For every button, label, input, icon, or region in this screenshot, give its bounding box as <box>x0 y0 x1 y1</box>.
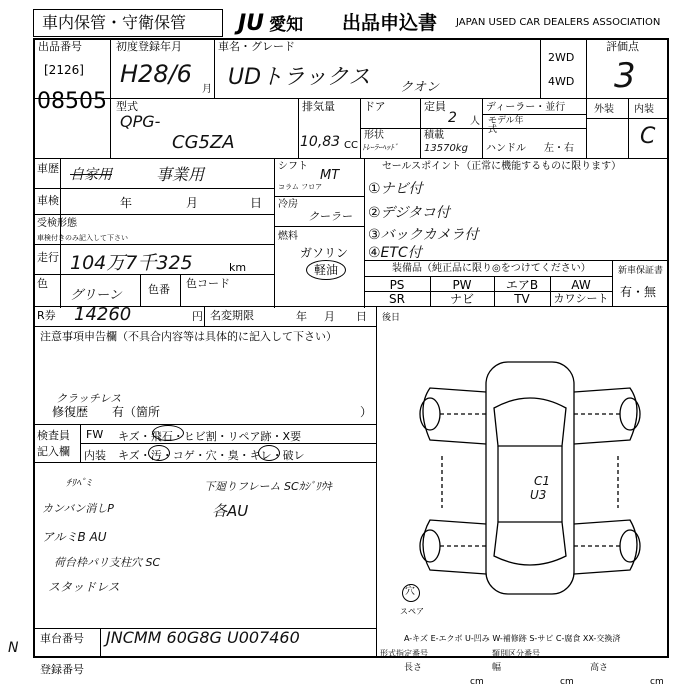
displacement-unit: CC <box>344 140 358 151</box>
recycle-label: R券 <box>37 309 56 322</box>
remarks-label: 注意事項申告欄（不具合内容等は具体的に記入して下さい） <box>40 330 337 343</box>
shaken-year: 年 <box>120 196 133 210</box>
remark-handwritten: クラッチレス <box>56 392 122 405</box>
score-label: 評価点 <box>606 40 639 53</box>
form-title: 出品申込書 <box>342 12 438 34</box>
fuel-label: 燃料 <box>278 231 298 242</box>
diagram-mark-2: U3 <box>530 488 547 502</box>
recycle-yen: 円 <box>192 310 203 323</box>
mileage-label: 走行 <box>37 251 59 264</box>
equip-pw[interactable]: PW <box>452 278 472 292</box>
shape-value: ﾄﾚｰﾗｰﾍｯﾄﾞ <box>362 143 398 152</box>
fw-items[interactable]: キズ・飛石・ヒビ割・リペア跡・X要 <box>118 430 302 443</box>
model-value: UDトラックス <box>228 65 371 90</box>
first-reg-label: 初度登録年月 <box>116 40 182 53</box>
lot-label: 出品番号 <box>38 40 82 53</box>
recycle-value: 14260 <box>74 304 132 325</box>
selling-point-4: ④ETC付 <box>368 245 422 261</box>
interior-insp-label: 内装 <box>84 449 106 462</box>
color-code-label: 色コード <box>186 277 230 290</box>
width-label: 幅 <box>492 663 502 673</box>
height-label: 高さ <box>590 663 609 673</box>
notes-label: 記入欄 <box>37 445 70 458</box>
equip-tv[interactable]: TV <box>514 292 530 306</box>
logo-mark: JU <box>238 11 265 36</box>
equipment-title: 装備品（純正品に限り◎をつけてください） <box>392 263 591 274</box>
inherit-label: 受検形態 <box>37 218 77 229</box>
shift-value: MT <box>320 168 340 183</box>
name-change-month: 月 <box>324 310 335 323</box>
color-label: 色 <box>37 277 48 290</box>
month-suffix: 月 <box>202 84 212 95</box>
shift-detail: コラム フロア <box>278 183 323 191</box>
logo <box>238 10 303 36</box>
repair-label: 修復歴 <box>52 405 89 419</box>
capacity-label: 定員 <box>424 100 446 113</box>
handle-label: ハンドル <box>486 143 526 154</box>
history-label: 車歴 <box>37 162 59 175</box>
grade-value: クオン <box>400 80 440 95</box>
margin-mark: N <box>8 640 19 656</box>
door-label: ドア <box>364 100 386 113</box>
shaken-label: 車検 <box>37 194 59 207</box>
shaken-day: 日 <box>250 196 263 210</box>
spare-mark: 穴 <box>405 586 415 597</box>
note-2: 下廻りフレーム SCｶｼﾞﾘｳｷ <box>204 480 332 493</box>
note-7: スタッドレス <box>48 580 120 594</box>
diagram-mark-1: C1 <box>534 474 551 488</box>
interior-value: C <box>640 124 656 149</box>
shift-label: シフト <box>278 161 308 172</box>
note-4: 各AU <box>212 502 249 520</box>
color-value: グリーン <box>70 288 122 303</box>
first-reg-value: H28/6 <box>120 60 192 88</box>
cooler-label: 冷房 <box>278 199 298 210</box>
chassis-label: 車台番号 <box>40 632 84 645</box>
equip-airbag[interactable]: エアB <box>505 278 539 292</box>
handle-value[interactable]: 左・右 <box>544 143 574 154</box>
fuel-diesel[interactable]: 軽油 <box>314 263 339 277</box>
category-label: 類別区分番号 <box>492 649 540 658</box>
lot-code: [2126] <box>44 63 84 77</box>
exterior-label: 外装 <box>594 104 614 115</box>
interior-items[interactable]: キズ・汚・コゲ・穴・臭・キレ・破レ <box>118 449 305 462</box>
capacity-unit: 人 <box>470 116 480 127</box>
payload-label: 積載 <box>424 130 444 141</box>
fw-circle <box>152 425 184 441</box>
after-label: 後日 <box>382 313 401 323</box>
type-value-2: CG5ZA <box>172 132 235 153</box>
registration-label: 登録番号 <box>40 663 84 676</box>
drive-4wd[interactable]: 4WD <box>548 75 575 88</box>
capacity-value: 2 <box>448 110 457 126</box>
interior-circle-1 <box>148 445 170 461</box>
note-6: 荷台枠パリ支柱穴 SC <box>54 556 161 569</box>
dealer-label[interactable]: ディーラー・並行 <box>486 102 566 113</box>
length-label: 長さ <box>404 663 423 673</box>
history-struck: 自家用 <box>70 167 112 183</box>
displacement-label: 排気量 <box>302 100 335 113</box>
interior-label: 内装 <box>634 104 654 115</box>
dimensions-label: 形式指定番号 <box>380 649 428 658</box>
vehicle-diagram[interactable] <box>410 348 650 608</box>
height-unit: cm <box>650 677 664 687</box>
chassis-value: JNCMM 60G8G U007460 <box>106 628 300 647</box>
score-value: 3 <box>614 56 636 96</box>
fuel-gas[interactable]: ガソリン <box>300 246 349 260</box>
note-3: カンバン消しP <box>42 502 114 515</box>
drive-2wd[interactable]: 2WD <box>548 51 575 64</box>
association-name: JAPAN USED CAR DEALERS ASSOCIATION <box>456 17 661 28</box>
warranty-label: 新車保証書 <box>618 266 664 276</box>
fw-label: FW <box>86 428 104 441</box>
inspector-label: 検査員 <box>37 429 70 442</box>
mileage-value: 104万7千325 <box>70 252 193 274</box>
length-unit: cm <box>470 677 484 687</box>
name-change-day: 日 <box>356 310 367 323</box>
shaken-month: 月 <box>186 196 199 210</box>
inherit-note: 車検付きのみ記入して下さい <box>37 234 128 242</box>
name-change-label: 名変期限 <box>210 309 254 322</box>
equip-aw[interactable]: AW <box>571 278 591 292</box>
lot-number: 08505 <box>37 89 107 114</box>
equip-ps[interactable]: PS <box>389 278 405 292</box>
model-label: 車名・グレード <box>218 40 295 53</box>
width-unit: cm <box>560 677 574 687</box>
warranty-value[interactable]: 有・無 <box>620 285 657 299</box>
selling-point-2: ②デジタコ付 <box>368 205 450 221</box>
note-5: アルミB AU <box>42 530 107 544</box>
selling-points-title: セールスポイント（正常に機能するものに限ります） <box>382 161 622 172</box>
storage-badge-text: 車内保管・守衛保管 <box>42 13 187 32</box>
mileage-unit: km <box>229 261 247 274</box>
equip-seat[interactable]: カワシート <box>553 292 609 305</box>
repair-close: ） <box>360 405 373 419</box>
selling-point-1: ①ナビ付 <box>368 181 423 197</box>
logo-text: 愛知 <box>269 15 304 35</box>
fuel-diesel-circle <box>306 260 346 280</box>
equip-sr[interactable]: SR <box>389 292 405 306</box>
damage-legend: A-キズ E-エクボ U-凹み W-補修跡 S-サビ C-腐食 XX-交換済 <box>404 634 621 643</box>
color-no-label: 色番 <box>148 283 170 296</box>
type-value-1: QPG- <box>120 112 161 131</box>
type-label: 型式 <box>116 100 138 113</box>
shape-label: 形状 <box>364 130 384 141</box>
model-year-label: モデル年式 <box>488 116 524 135</box>
repair-value: 有（箇所 <box>112 405 161 419</box>
payload-value: 13570kg <box>424 143 468 154</box>
displacement-value: 10,83 <box>300 134 341 150</box>
selling-point-3: ③バックカメラ付 <box>368 227 479 243</box>
equip-navi[interactable]: ナビ <box>449 292 474 306</box>
cooler-value: クーラー <box>308 210 352 223</box>
name-change-year: 年 <box>296 310 307 323</box>
spare-label: スペア <box>400 607 424 616</box>
interior-circle-2 <box>258 445 280 461</box>
note-1: ﾁﾘﾍﾟﾐ <box>66 478 91 489</box>
history-value: 事業用 <box>156 165 205 184</box>
